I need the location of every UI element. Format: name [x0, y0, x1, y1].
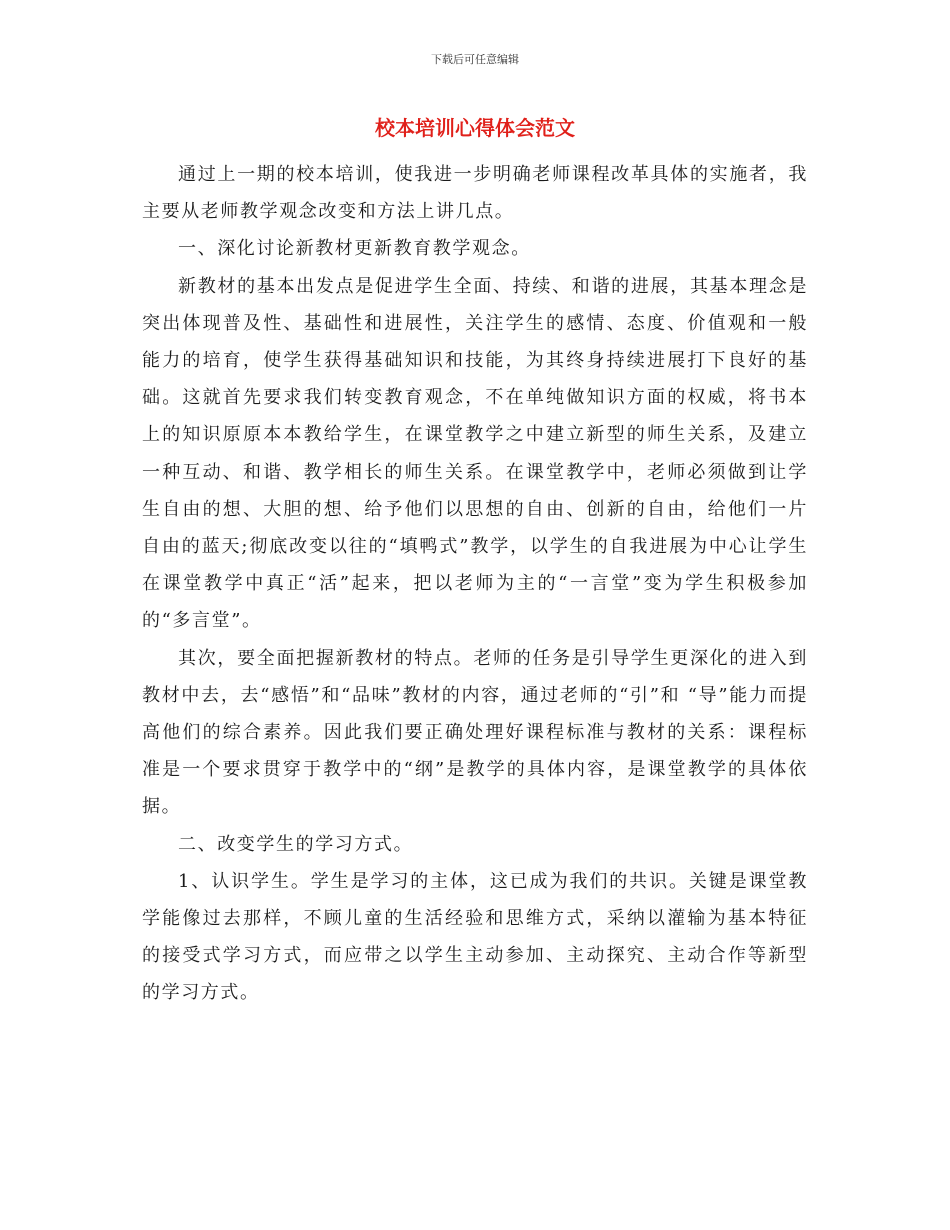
document-body — [142, 156, 808, 1012]
paragraph-textbook-features: 其次，要全面把握新教材的特点。老师的任务是引导学生更深化的进入到教材中去，去“感悟”和“品味”教材的内容，通过老师的“引”和 “导”能力而提高他们的综合素养。因此我们要正确处理好课程标准与教材的关系：课程标准是一个要求贯穿于教学中的“纲”是教学的具体内容，是课堂教学的具体依据。 — [142, 647, 808, 818]
header-note: 下载后可任意编辑 — [431, 53, 519, 66]
section-heading-1: 一、深化讨论新教材更新教育教学观念。 — [178, 238, 531, 260]
document-title: 校本培训心得体会范文 — [375, 116, 575, 140]
paragraph-intro: 通过上一期的校本培训，使我进一步明确老师课程改革具体的实施者，我主要从老师教学观念改变和方法上讲几点。 — [142, 164, 808, 223]
paragraph-new-textbook: 新教材的基本出发点是促进学生全面、持续、和谐的进展，其基本理念是突出体现普及性、基础性和进展性，关注学生的感情、态度、价值观和一般能力的培育，使学生获得基础知识和技能，为其终身持续进展打下良好的基础。这就首先要求我们转变教育观念，不在单纯做知识方面的权威，将书本上的知识原原本本教给学生，在课堂教学之中建立新型的师生关系，及建立一种互动、和谐、教学相长的师生关系。在课堂教学中，老师必须做到让学生自由的想、大胆的想、给予他们以思想的自由、创新的自由，给他们一片自由的蓝天;彻底改变以往的“填鸭式”教学，以学生的自我进展为中心让学生在课堂教学中真正“活”起来，把以老师为主的“一言堂”变为学生积极参加的“多言堂”。 — [142, 275, 808, 632]
section-heading-2: 二、改变学生的学习方式。 — [178, 833, 414, 855]
paragraph-know-students: 1、认识学生。学生是学习的主体，这已成为我们的共识。关键是课堂教学能像过去那样，不顾儿童的生活经验和思维方式，采纳以灌输为基本特征的接受式学习方式，而应带之以学生主动参加、主动探究、主动合作等新型的学习方式。 — [142, 870, 808, 1004]
